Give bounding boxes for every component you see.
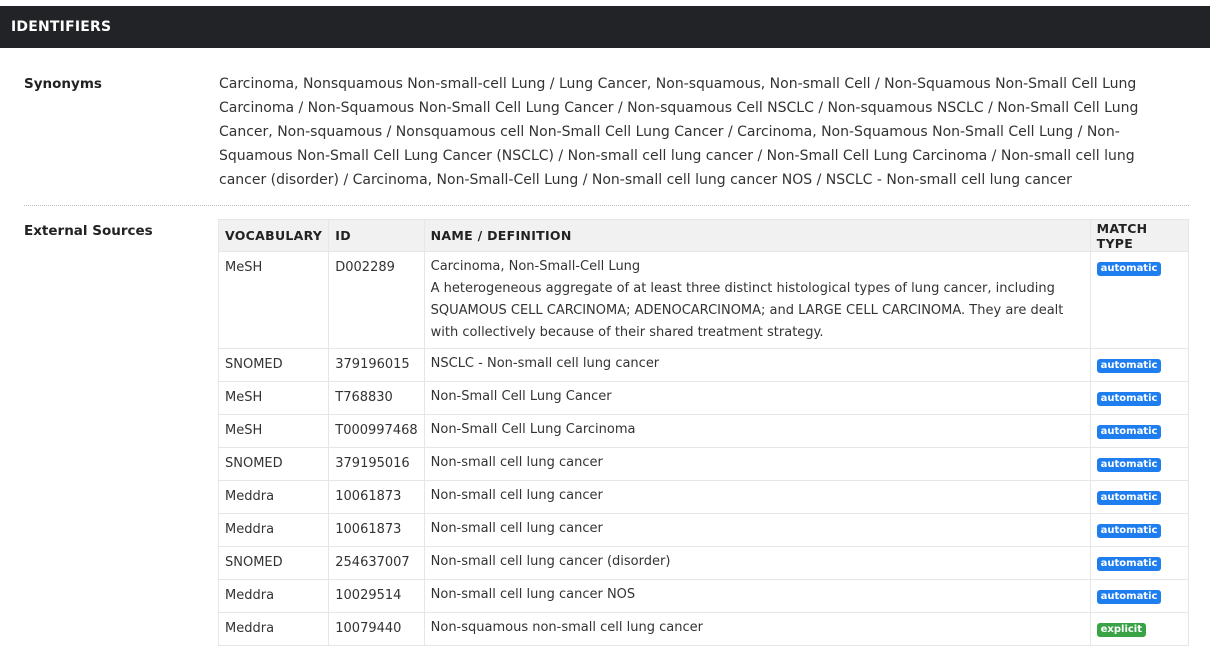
cell-match-type	[1090, 580, 1188, 613]
match-type-badge: explicit	[1097, 623, 1146, 637]
synonyms-text: Carcinoma, Nonsquamous Non-small-cell Lung / Lung Cancer, Non-squamous, Non-small Cell / Non-Squamous Non-Small Cell Lung Carcinoma / Non-Squamous Non-Small Cell Lung Cancer / Non-squamous Cell NSCLC / Non-squamous NSCLC / Non-Small Cell Lung Cancer, Non-squamous / Nonsquamous cell Non-Small Cell Lung Cancer / Carcinoma, Non-Squamous Non-Small Cell Lung / Non-Squamous Non-Small Cell Lung Cancer (NSCLC) / Non-small cell lung cancer / Non-Small Cell Lung Carcinoma / Non-small cell lung cancer (disorder) / Carcinoma, Non-Small-Cell Lung / Non-small cell lung cancer NOS / NSCLC - Non-small cell lung cancer	[219, 76, 1139, 188]
cell-id: 10079440	[329, 613, 424, 646]
cell-name-definition	[424, 349, 1090, 382]
cell-id: T768830	[329, 382, 424, 415]
match-type-badge: automatic	[1097, 491, 1162, 505]
table-body	[219, 252, 1189, 646]
cell-vocabulary: MeSH	[219, 252, 329, 349]
external-sources-table	[218, 219, 1189, 646]
cell-vocabulary: SNOMED	[219, 349, 329, 382]
concept-name: NSCLC - Non-small cell lung cancer	[430, 356, 660, 371]
section-header	[0, 6, 1210, 48]
column-header-id: ID	[329, 220, 424, 252]
concept-name: Non-small cell lung cancer	[430, 488, 603, 503]
table-row	[219, 547, 1189, 580]
cell-vocabulary: MeSH	[219, 382, 329, 415]
table-row	[219, 448, 1189, 481]
concept-name: Non-small cell lung cancer	[430, 521, 603, 536]
cell-match-type	[1090, 415, 1188, 448]
cell-name-definition	[424, 382, 1090, 415]
table-row	[219, 580, 1189, 613]
match-type-badge: automatic	[1097, 557, 1162, 571]
table-row	[219, 382, 1189, 415]
cell-match-type	[1090, 547, 1188, 580]
cell-match-type	[1090, 382, 1188, 415]
concept-name: Non-Small Cell Lung Carcinoma	[430, 422, 636, 437]
table-header-row	[219, 220, 1189, 252]
cell-vocabulary: SNOMED	[219, 448, 329, 481]
cell-vocabulary: Meddra	[219, 613, 329, 646]
table-row	[219, 252, 1189, 349]
match-type-badge: automatic	[1097, 392, 1162, 406]
cell-match-type	[1090, 514, 1188, 547]
table-row	[219, 514, 1189, 547]
table-row	[219, 349, 1189, 382]
concept-name: Non-squamous non-small cell lung cancer	[430, 620, 703, 635]
column-header-name: NAME / DEFINITION	[424, 220, 1090, 252]
concept-name: Non-small cell lung cancer (disorder)	[430, 554, 671, 569]
cell-match-type	[1090, 252, 1188, 349]
cell-vocabulary: SNOMED	[219, 547, 329, 580]
divider	[24, 205, 1189, 206]
section-title: IDENTIFIERS	[11, 19, 112, 35]
cell-name-definition	[424, 481, 1090, 514]
external-sources-label: External Sources	[24, 223, 153, 239]
match-type-badge: automatic	[1097, 524, 1162, 538]
cell-id: 10061873	[329, 481, 424, 514]
cell-vocabulary: MeSH	[219, 415, 329, 448]
cell-id: 10061873	[329, 514, 424, 547]
synonyms-label: Synonyms	[24, 76, 102, 92]
cell-name-definition	[424, 547, 1090, 580]
cell-name-definition	[424, 514, 1090, 547]
match-type-badge: automatic	[1097, 359, 1162, 373]
cell-id: T000997468	[329, 415, 424, 448]
table-row	[219, 481, 1189, 514]
cell-name-definition	[424, 252, 1090, 349]
concept-name: Non-Small Cell Lung Cancer	[430, 389, 612, 404]
cell-id: D002289	[329, 252, 424, 349]
table-row	[219, 613, 1189, 646]
concept-definition: A heterogeneous aggregate of at least three distinct histological types of lung cancer, including SQUAMOUS CELL CARCINOMA; ADENOCARCINOMA; and LARGE CELL CARCINOMA. They are dealt with collectively because of their shared treatment strategy.	[430, 281, 1064, 340]
column-header-vocabulary: VOCABULARY	[219, 220, 329, 252]
match-type-badge: automatic	[1097, 262, 1162, 276]
cell-vocabulary: Meddra	[219, 481, 329, 514]
cell-id: 254637007	[329, 547, 424, 580]
cell-match-type	[1090, 448, 1188, 481]
match-type-badge: automatic	[1097, 425, 1162, 439]
cell-match-type	[1090, 349, 1188, 382]
cell-vocabulary: Meddra	[219, 580, 329, 613]
cell-name-definition	[424, 580, 1090, 613]
cell-name-definition	[424, 613, 1090, 646]
cell-match-type	[1090, 613, 1188, 646]
match-type-badge: automatic	[1097, 590, 1162, 604]
column-header-match-type: MATCH TYPE	[1090, 220, 1188, 252]
cell-id: 10029514	[329, 580, 424, 613]
cell-vocabulary: Meddra	[219, 514, 329, 547]
table-row	[219, 415, 1189, 448]
concept-name: Non-small cell lung cancer NOS	[430, 587, 636, 602]
cell-name-definition	[424, 448, 1090, 481]
match-type-badge: automatic	[1097, 458, 1162, 472]
cell-id: 379195016	[329, 448, 424, 481]
cell-id: 379196015	[329, 349, 424, 382]
concept-name: Carcinoma, Non-Small-Cell Lung	[430, 259, 641, 274]
cell-match-type	[1090, 481, 1188, 514]
cell-name-definition	[424, 415, 1090, 448]
concept-name: Non-small cell lung cancer	[430, 455, 603, 470]
